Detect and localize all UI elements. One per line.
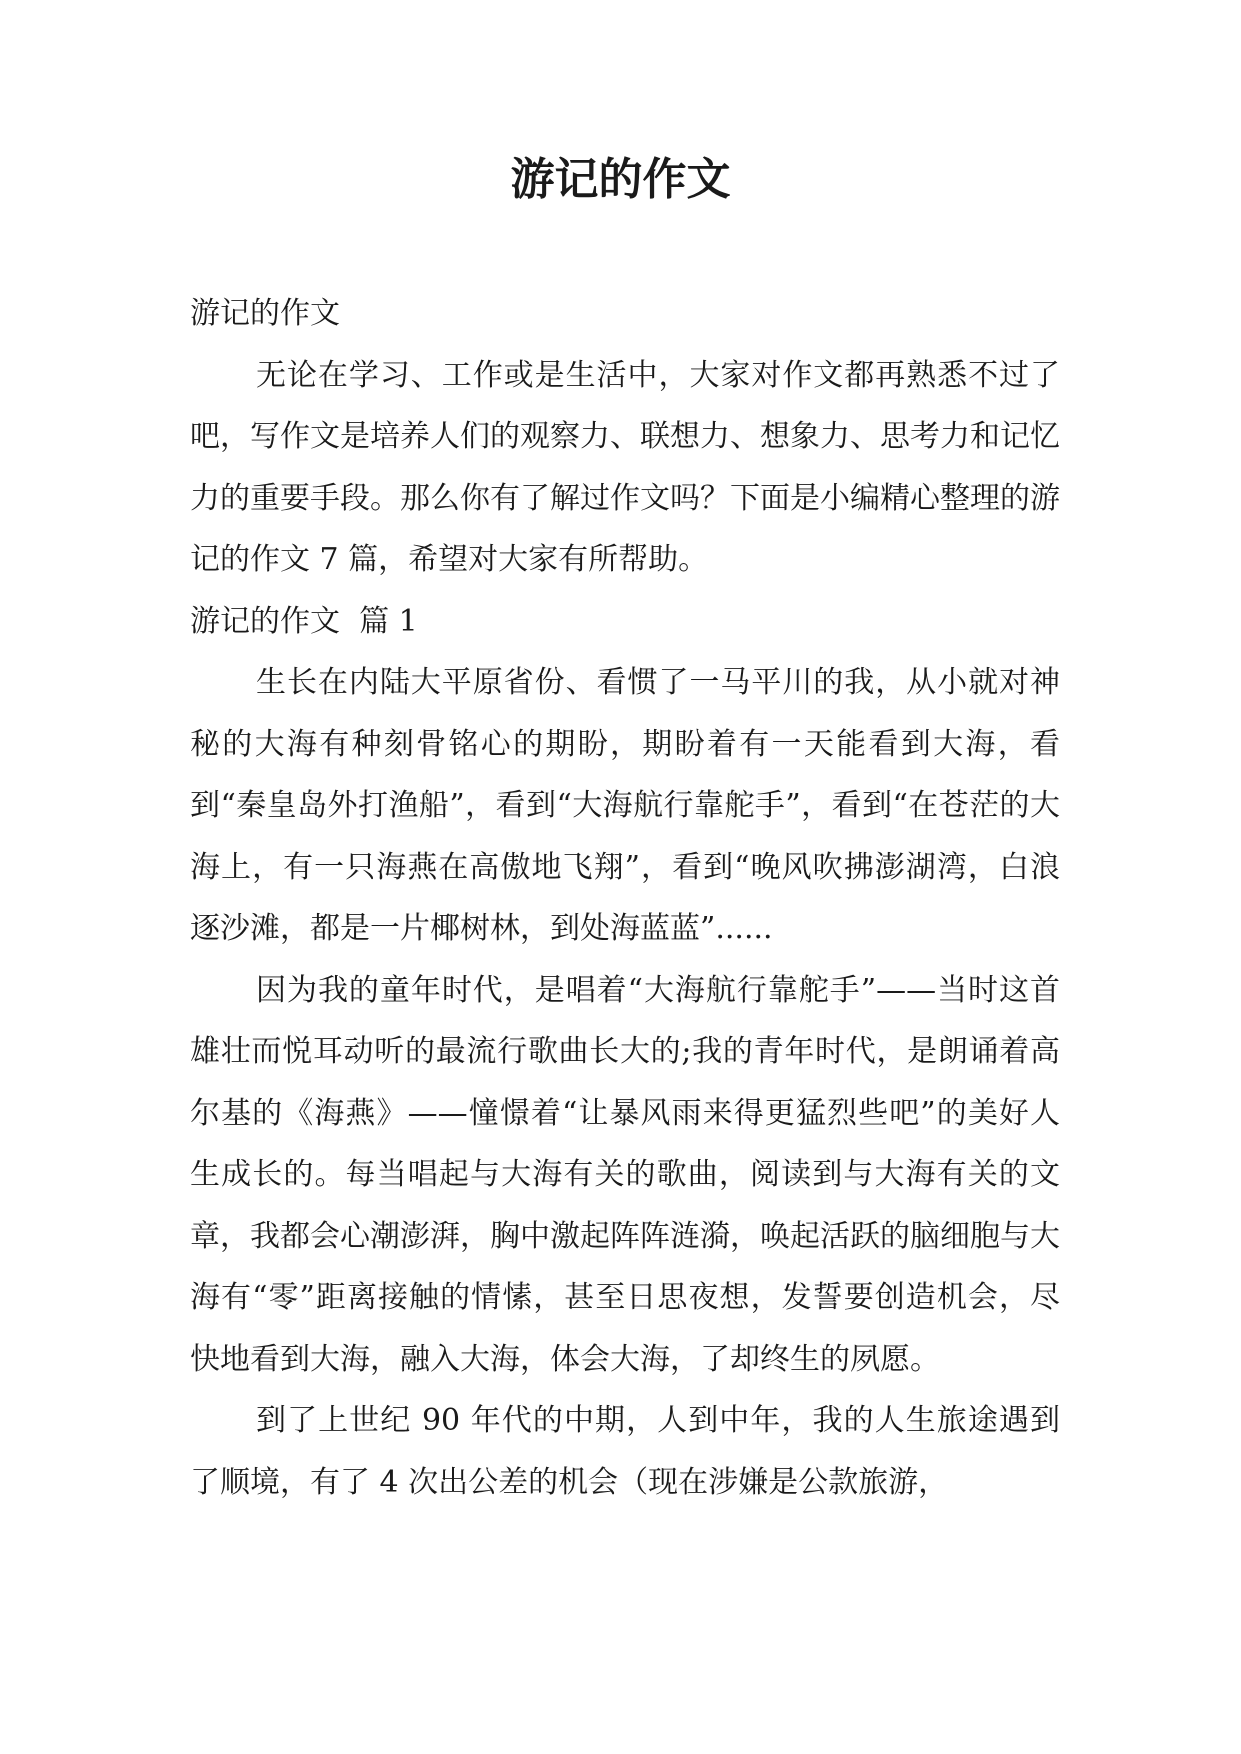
body-paragraph: 无论在学习、工作或是生活中，大家对作文都再熟悉不过了吧，写作文是培养人们的观察力、联想力、想象力、思考力和记忆力的重要手段。那么你有了解过作文吗？下面是小编精心整理的游记的作文 7 篇，希望对大家有所帮助。	[190, 357, 1060, 577]
body-paragraph: 生长在内陆大平原省份、看惯了一马平川的我，从小就对神秘的大海有种刻骨铭心的期盼，期盼着有一天能看到大海，看到“秦皇岛外打渔船”，看到“大海航行靠舵手”，看到“在苍茫的大海上，有一只海燕在高傲地飞翔”，看到“晚风吹拂澎湖湾，白浪逐沙滩，都是一片椰树林，到处海蓝蓝”......	[190, 665, 1060, 946]
section-heading: 游记的作文	[190, 296, 340, 331]
document-body	[190, 283, 1060, 1513]
body-paragraph: 因为我的童年时代，是唱着“大海航行靠舵手”——当时这首雄壮而悦耳动听的最流行歌曲长大的;我的青年时代，是朗诵着高尔基的《海燕》——憧憬着“让暴风雨来得更猛烈些吧”的美好人生成长的。每当唱起与大海有关的歌曲，阅读到与大海有关的文章，我都会心潮澎湃，胸中激起阵阵涟漪，唤起活跃的脑细胞与大海有“零”距离接触的情愫，甚至日思夜想，发誓要创造机会，尽快地看到大海，融入大海，体会大海，了却终生的夙愿。	[190, 972, 1060, 1377]
body-paragraph: 到了上世纪 90 年代的中期，人到中年，我的人生旅途遇到了顺境，有了 4 次出公差的机会（现在涉嫌是公款旅游，	[190, 1403, 1060, 1500]
section-heading: 游记的作文 篇 1	[190, 603, 418, 639]
document-title: 游记的作文	[510, 154, 731, 205]
